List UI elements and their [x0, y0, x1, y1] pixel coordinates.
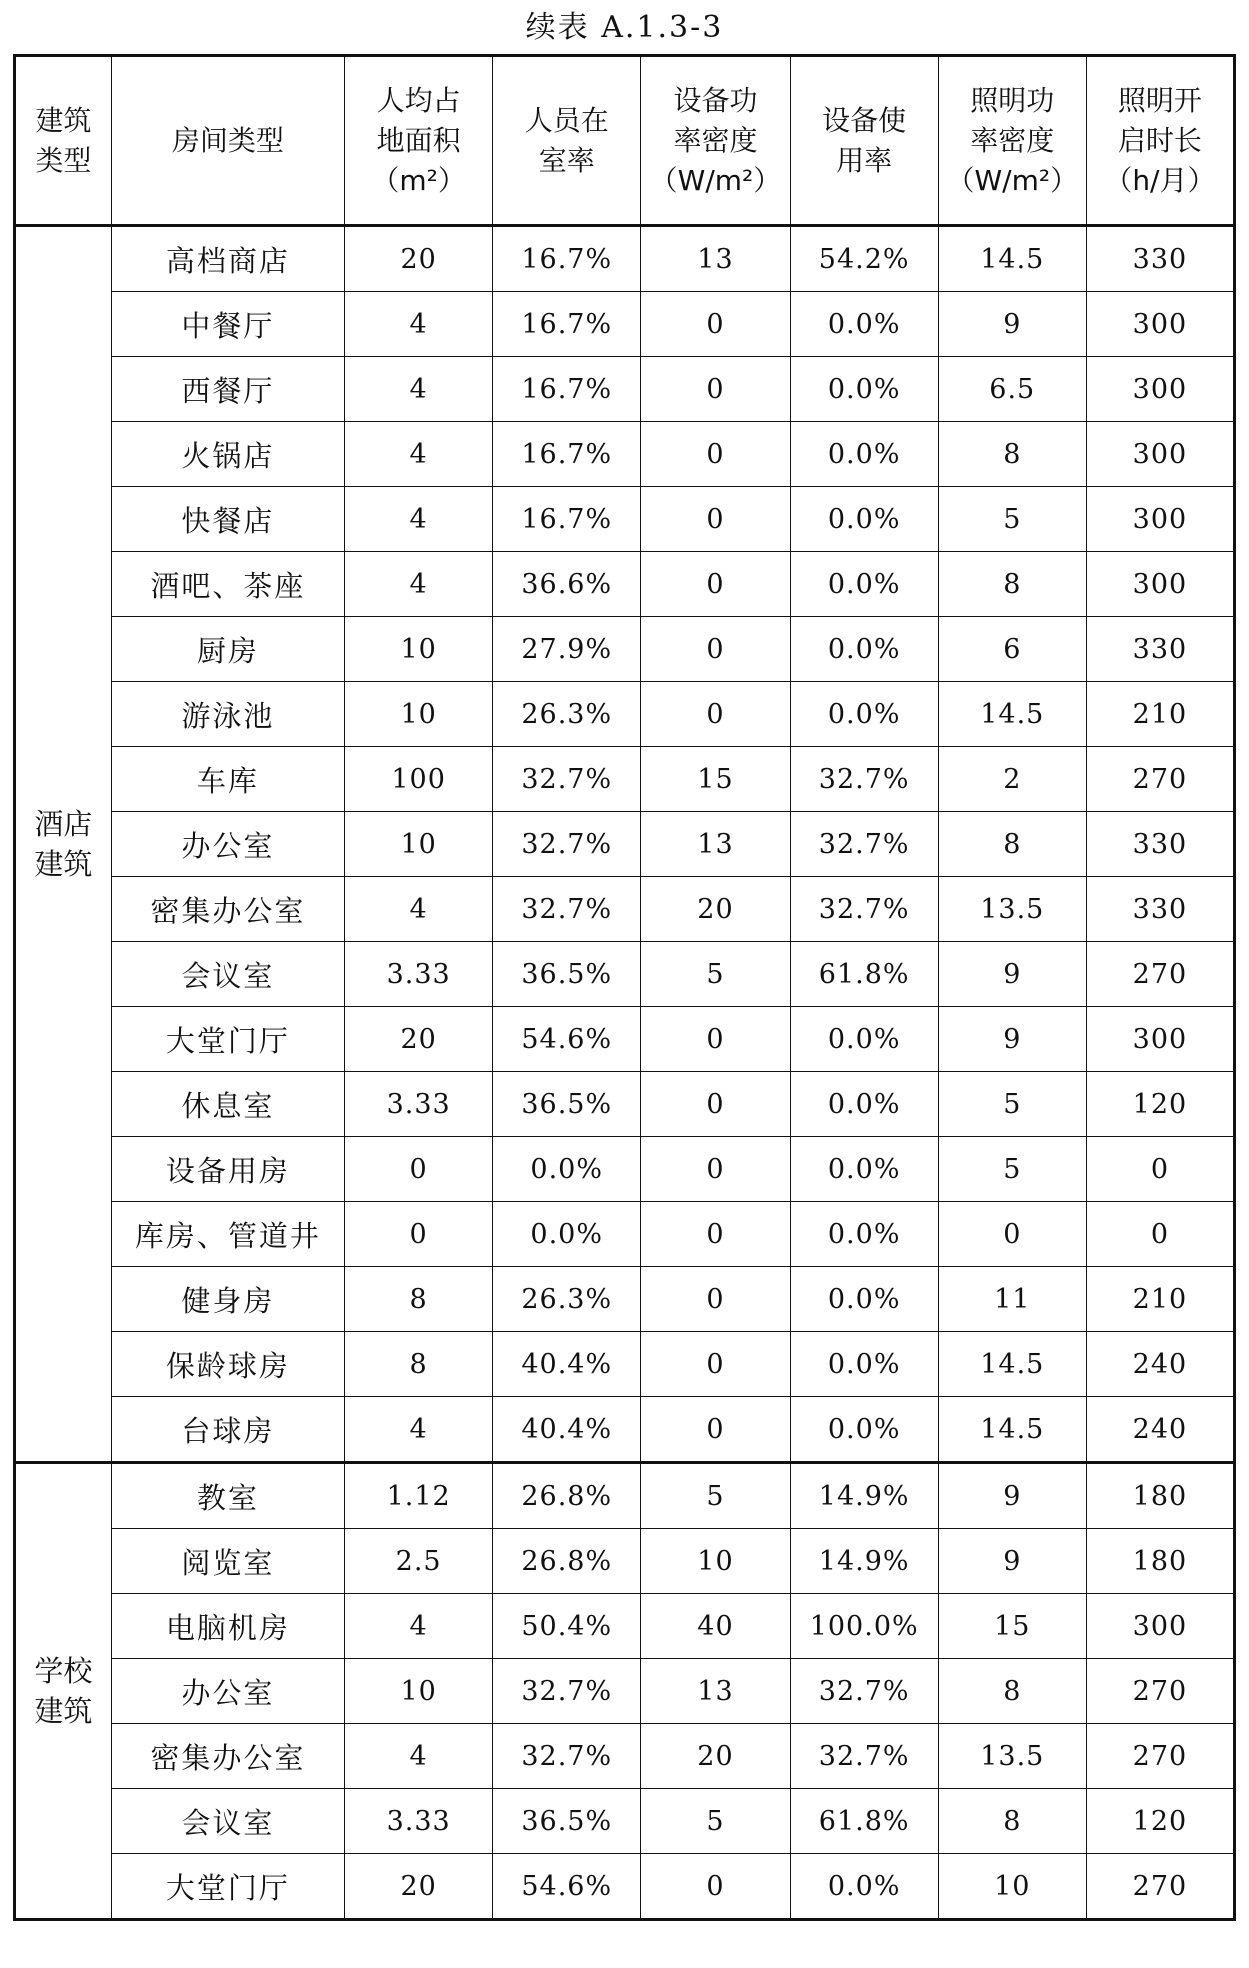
equipment-power-cell: 0 — [641, 1397, 790, 1463]
header-lighting-power-density — [938, 56, 1086, 226]
lighting-power-cell: 5 — [938, 487, 1086, 552]
occupancy-rate-cell: 16.7% — [493, 487, 641, 552]
room-type-cell: 车库 — [111, 747, 344, 812]
lighting-power-cell: 14.5 — [938, 226, 1086, 292]
lighting-hours-cell: 210 — [1086, 1267, 1234, 1332]
area-per-person-cell: 20 — [345, 1007, 493, 1072]
lighting-power-cell: 5 — [938, 1072, 1086, 1137]
occupancy-rate-cell: 0.0% — [493, 1137, 641, 1202]
equipment-power-cell: 13 — [641, 812, 790, 877]
occupancy-rate-cell: 40.4% — [493, 1332, 641, 1397]
area-per-person-cell: 0 — [345, 1137, 493, 1202]
lighting-hours-cell: 330 — [1086, 877, 1234, 942]
equipment-power-cell: 10 — [641, 1529, 790, 1594]
lighting-power-cell: 6.5 — [938, 357, 1086, 422]
room-type-cell: 西餐厅 — [111, 357, 344, 422]
area-per-person-cell: 3.33 — [345, 942, 493, 1007]
equipment-power-cell: 20 — [641, 1724, 790, 1789]
equipment-power-cell: 0 — [641, 552, 790, 617]
equipment-power-cell: 0 — [641, 422, 790, 487]
occupancy-rate-cell: 26.8% — [493, 1529, 641, 1594]
header-line: 设备功 — [673, 83, 758, 117]
table-header-row — [15, 56, 1235, 226]
equipment-power-cell: 0 — [641, 292, 790, 357]
occupancy-rate-cell: 32.7% — [493, 1724, 641, 1789]
room-type-cell: 快餐店 — [111, 487, 344, 552]
occupancy-rate-cell: 50.4% — [493, 1594, 641, 1659]
room-type-cell: 会议室 — [111, 1789, 344, 1854]
area-per-person-cell: 4 — [345, 292, 493, 357]
occupancy-rate-cell: 36.5% — [493, 942, 641, 1007]
lighting-hours-cell: 120 — [1086, 1789, 1234, 1854]
header-occupancy-rate — [493, 56, 641, 226]
equipment-usage-cell: 0.0% — [790, 422, 938, 487]
building-type-cell — [15, 1463, 112, 1920]
header-line: 建筑 — [35, 103, 92, 137]
table-row — [15, 422, 1235, 487]
area-per-person-cell: 3.33 — [345, 1789, 493, 1854]
table-row — [15, 1789, 1235, 1854]
room-type-cell: 火锅店 — [111, 422, 344, 487]
area-per-person-cell: 1.12 — [345, 1463, 493, 1529]
equipment-usage-cell: 100.0% — [790, 1594, 938, 1659]
area-per-person-cell: 8 — [345, 1267, 493, 1332]
lighting-hours-cell: 300 — [1086, 292, 1234, 357]
header-equipment-power-density — [641, 56, 790, 226]
table-row — [15, 617, 1235, 682]
room-type-cell: 台球房 — [111, 1397, 344, 1463]
lighting-power-cell: 14.5 — [938, 682, 1086, 747]
lighting-hours-cell: 270 — [1086, 747, 1234, 812]
table-row — [15, 1332, 1235, 1397]
table-row — [15, 1137, 1235, 1202]
header-building-type — [15, 56, 112, 226]
header-line: 率密度 — [970, 123, 1055, 157]
occupancy-rate-cell: 36.5% — [493, 1072, 641, 1137]
area-per-person-cell: 10 — [345, 682, 493, 747]
equipment-usage-cell: 54.2% — [790, 226, 938, 292]
area-per-person-cell: 10 — [345, 617, 493, 682]
building-type-cell — [15, 226, 112, 1463]
header-line: （W/m²） — [946, 163, 1079, 197]
lighting-hours-cell: 330 — [1086, 812, 1234, 877]
equipment-usage-cell: 0.0% — [790, 1007, 938, 1072]
table-row — [15, 292, 1235, 357]
equipment-usage-cell: 0.0% — [790, 1397, 938, 1463]
lighting-power-cell: 5 — [938, 1137, 1086, 1202]
table-row — [15, 747, 1235, 812]
equipment-power-cell: 0 — [641, 357, 790, 422]
header-line: 房间类型 — [171, 123, 284, 157]
equipment-usage-cell: 32.7% — [790, 1724, 938, 1789]
table-row — [15, 1724, 1235, 1789]
occupancy-rate-cell: 32.7% — [493, 812, 641, 877]
building-type-line: 建筑 — [34, 847, 93, 881]
table-row — [15, 877, 1235, 942]
header-area-per-person — [345, 56, 493, 226]
header-room-type — [111, 56, 344, 226]
lighting-power-cell: 6 — [938, 617, 1086, 682]
parameter-table — [13, 54, 1236, 1921]
equipment-power-cell: 20 — [641, 877, 790, 942]
table-row — [15, 357, 1235, 422]
table-row — [15, 226, 1235, 292]
equipment-usage-cell: 61.8% — [790, 1789, 938, 1854]
lighting-power-cell: 2 — [938, 747, 1086, 812]
building-type-line: 建筑 — [34, 1694, 93, 1728]
area-per-person-cell: 4 — [345, 487, 493, 552]
equipment-power-cell: 5 — [641, 942, 790, 1007]
table-row — [15, 1397, 1235, 1463]
table-row — [15, 1659, 1235, 1724]
room-type-cell: 大堂门厅 — [111, 1854, 344, 1920]
area-per-person-cell: 8 — [345, 1332, 493, 1397]
table-row — [15, 942, 1235, 1007]
equipment-power-cell: 0 — [641, 487, 790, 552]
equipment-usage-cell: 0.0% — [790, 292, 938, 357]
equipment-usage-cell: 0.0% — [790, 1072, 938, 1137]
building-type-line: 学校 — [34, 1654, 93, 1688]
equipment-power-cell: 0 — [641, 1137, 790, 1202]
equipment-usage-cell: 0.0% — [790, 487, 938, 552]
occupancy-rate-cell: 32.7% — [493, 1659, 641, 1724]
room-type-cell: 中餐厅 — [111, 292, 344, 357]
lighting-hours-cell: 300 — [1086, 422, 1234, 487]
equipment-usage-cell: 32.7% — [790, 747, 938, 812]
table-row — [15, 682, 1235, 747]
equipment-usage-cell: 0.0% — [790, 1267, 938, 1332]
area-per-person-cell: 100 — [345, 747, 493, 812]
equipment-power-cell: 0 — [641, 682, 790, 747]
occupancy-rate-cell: 32.7% — [493, 747, 641, 812]
area-per-person-cell: 2.5 — [345, 1529, 493, 1594]
area-per-person-cell: 20 — [345, 1854, 493, 1920]
lighting-hours-cell: 240 — [1086, 1332, 1234, 1397]
lighting-power-cell: 8 — [938, 422, 1086, 487]
header-line: 人均占 — [376, 83, 461, 117]
occupancy-rate-cell: 54.6% — [493, 1007, 641, 1072]
area-per-person-cell: 4 — [345, 1724, 493, 1789]
equipment-power-cell: 15 — [641, 747, 790, 812]
room-type-cell: 游泳池 — [111, 682, 344, 747]
lighting-hours-cell: 300 — [1086, 552, 1234, 617]
lighting-hours-cell: 300 — [1086, 1594, 1234, 1659]
room-type-cell: 电脑机房 — [111, 1594, 344, 1659]
equipment-usage-cell: 0.0% — [790, 1854, 938, 1920]
equipment-power-cell: 5 — [641, 1789, 790, 1854]
header-line: 室率 — [538, 143, 595, 177]
table-row — [15, 552, 1235, 617]
lighting-hours-cell: 180 — [1086, 1529, 1234, 1594]
room-type-cell: 会议室 — [111, 942, 344, 1007]
room-type-cell: 办公室 — [111, 1659, 344, 1724]
table-row — [15, 1267, 1235, 1332]
equipment-power-cell: 40 — [641, 1594, 790, 1659]
room-type-cell: 高档商店 — [111, 226, 344, 292]
header-line: 照明开 — [1117, 83, 1202, 117]
lighting-hours-cell: 300 — [1086, 1007, 1234, 1072]
lighting-power-cell: 8 — [938, 552, 1086, 617]
area-per-person-cell: 4 — [345, 1594, 493, 1659]
lighting-power-cell: 9 — [938, 292, 1086, 357]
lighting-hours-cell: 120 — [1086, 1072, 1234, 1137]
equipment-power-cell: 0 — [641, 1007, 790, 1072]
room-type-cell: 保龄球房 — [111, 1332, 344, 1397]
room-type-cell: 教室 — [111, 1463, 344, 1529]
occupancy-rate-cell: 36.6% — [493, 552, 641, 617]
lighting-hours-cell: 270 — [1086, 1854, 1234, 1920]
table-row — [15, 1463, 1235, 1529]
area-per-person-cell: 10 — [345, 1659, 493, 1724]
lighting-power-cell: 13.5 — [938, 877, 1086, 942]
equipment-power-cell: 0 — [641, 1202, 790, 1267]
occupancy-rate-cell: 16.7% — [493, 226, 641, 292]
area-per-person-cell: 4 — [345, 1397, 493, 1463]
building-type-line: 酒店 — [34, 807, 93, 841]
room-type-cell: 密集办公室 — [111, 877, 344, 942]
room-type-cell: 厨房 — [111, 617, 344, 682]
room-type-cell: 办公室 — [111, 812, 344, 877]
lighting-hours-cell: 270 — [1086, 942, 1234, 1007]
header-line: 用率 — [836, 143, 893, 177]
occupancy-rate-cell: 54.6% — [493, 1854, 641, 1920]
equipment-usage-cell: 0.0% — [790, 617, 938, 682]
equipment-power-cell: 5 — [641, 1463, 790, 1529]
area-per-person-cell: 4 — [345, 422, 493, 487]
area-per-person-cell: 4 — [345, 552, 493, 617]
lighting-power-cell: 8 — [938, 1789, 1086, 1854]
table-body — [15, 226, 1235, 1920]
equipment-usage-cell: 14.9% — [790, 1463, 938, 1529]
header-line: 照明功 — [970, 83, 1055, 117]
occupancy-rate-cell: 16.7% — [493, 292, 641, 357]
area-per-person-cell: 0 — [345, 1202, 493, 1267]
equipment-usage-cell: 0.0% — [790, 552, 938, 617]
lighting-hours-cell: 270 — [1086, 1659, 1234, 1724]
area-per-person-cell: 10 — [345, 812, 493, 877]
equipment-usage-cell: 0.0% — [790, 682, 938, 747]
equipment-power-cell: 0 — [641, 1072, 790, 1137]
lighting-power-cell: 8 — [938, 812, 1086, 877]
lighting-power-cell: 9 — [938, 942, 1086, 1007]
room-type-cell: 休息室 — [111, 1072, 344, 1137]
header-line: （h/月） — [1104, 163, 1216, 197]
equipment-power-cell: 0 — [641, 617, 790, 682]
occupancy-rate-cell: 16.7% — [493, 422, 641, 487]
equipment-power-cell: 0 — [641, 1267, 790, 1332]
header-lighting-hours — [1086, 56, 1234, 226]
table-row — [15, 487, 1235, 552]
area-per-person-cell: 4 — [345, 877, 493, 942]
lighting-power-cell: 10 — [938, 1854, 1086, 1920]
occupancy-rate-cell: 0.0% — [493, 1202, 641, 1267]
table-row — [15, 812, 1235, 877]
room-type-cell: 大堂门厅 — [111, 1007, 344, 1072]
header-equipment-usage-rate — [790, 56, 938, 226]
table-row — [15, 1007, 1235, 1072]
area-per-person-cell: 3.33 — [345, 1072, 493, 1137]
lighting-power-cell: 9 — [938, 1007, 1086, 1072]
equipment-power-cell: 13 — [641, 1659, 790, 1724]
lighting-hours-cell: 330 — [1086, 226, 1234, 292]
occupancy-rate-cell: 26.8% — [493, 1463, 641, 1529]
occupancy-rate-cell: 26.3% — [493, 1267, 641, 1332]
equipment-usage-cell: 32.7% — [790, 877, 938, 942]
table-row — [15, 1202, 1235, 1267]
header-line: 设备使 — [822, 103, 907, 137]
equipment-power-cell: 0 — [641, 1332, 790, 1397]
header-line: （W/m²） — [649, 163, 782, 197]
lighting-hours-cell: 300 — [1086, 357, 1234, 422]
equipment-power-cell: 0 — [641, 1854, 790, 1920]
lighting-power-cell: 9 — [938, 1529, 1086, 1594]
lighting-hours-cell: 180 — [1086, 1463, 1234, 1529]
lighting-hours-cell: 240 — [1086, 1397, 1234, 1463]
lighting-hours-cell: 300 — [1086, 487, 1234, 552]
header-line: 地面积 — [376, 123, 461, 157]
occupancy-rate-cell: 16.7% — [493, 357, 641, 422]
lighting-hours-cell: 270 — [1086, 1724, 1234, 1789]
lighting-power-cell: 8 — [938, 1659, 1086, 1724]
occupancy-rate-cell: 27.9% — [493, 617, 641, 682]
table-row — [15, 1854, 1235, 1920]
equipment-usage-cell: 0.0% — [790, 1137, 938, 1202]
header-line: 人员在 — [524, 103, 609, 137]
header-line: 率密度 — [673, 123, 758, 157]
room-type-cell: 设备用房 — [111, 1137, 344, 1202]
area-per-person-cell: 4 — [345, 357, 493, 422]
occupancy-rate-cell: 32.7% — [493, 877, 641, 942]
lighting-power-cell: 11 — [938, 1267, 1086, 1332]
occupancy-rate-cell: 26.3% — [493, 682, 641, 747]
room-type-cell: 酒吧、茶座 — [111, 552, 344, 617]
equipment-usage-cell: 0.0% — [790, 1332, 938, 1397]
header-line: 类型 — [35, 143, 92, 177]
table-caption: 续表 A.1.3-3 — [525, 10, 724, 45]
equipment-usage-cell: 0.0% — [790, 357, 938, 422]
lighting-power-cell: 9 — [938, 1463, 1086, 1529]
lighting-power-cell: 15 — [938, 1594, 1086, 1659]
table-row — [15, 1072, 1235, 1137]
room-type-cell: 阅览室 — [111, 1529, 344, 1594]
equipment-usage-cell: 32.7% — [790, 1659, 938, 1724]
table-row — [15, 1529, 1235, 1594]
header-line: 启时长 — [1117, 123, 1202, 157]
occupancy-rate-cell: 36.5% — [493, 1789, 641, 1854]
lighting-hours-cell: 210 — [1086, 682, 1234, 747]
table-row — [15, 1594, 1235, 1659]
header-line: （m²） — [371, 163, 466, 197]
lighting-hours-cell: 0 — [1086, 1202, 1234, 1267]
area-per-person-cell: 20 — [345, 226, 493, 292]
equipment-usage-cell: 32.7% — [790, 812, 938, 877]
occupancy-rate-cell: 40.4% — [493, 1397, 641, 1463]
lighting-power-cell: 13.5 — [938, 1724, 1086, 1789]
equipment-usage-cell: 14.9% — [790, 1529, 938, 1594]
lighting-power-cell: 14.5 — [938, 1332, 1086, 1397]
lighting-power-cell: 14.5 — [938, 1397, 1086, 1463]
lighting-hours-cell: 0 — [1086, 1137, 1234, 1202]
room-type-cell: 密集办公室 — [111, 1724, 344, 1789]
equipment-usage-cell: 61.8% — [790, 942, 938, 1007]
equipment-usage-cell: 0.0% — [790, 1202, 938, 1267]
room-type-cell: 库房、管道井 — [111, 1202, 344, 1267]
lighting-power-cell: 0 — [938, 1202, 1086, 1267]
room-type-cell: 健身房 — [111, 1267, 344, 1332]
lighting-hours-cell: 330 — [1086, 617, 1234, 682]
equipment-power-cell: 13 — [641, 226, 790, 292]
